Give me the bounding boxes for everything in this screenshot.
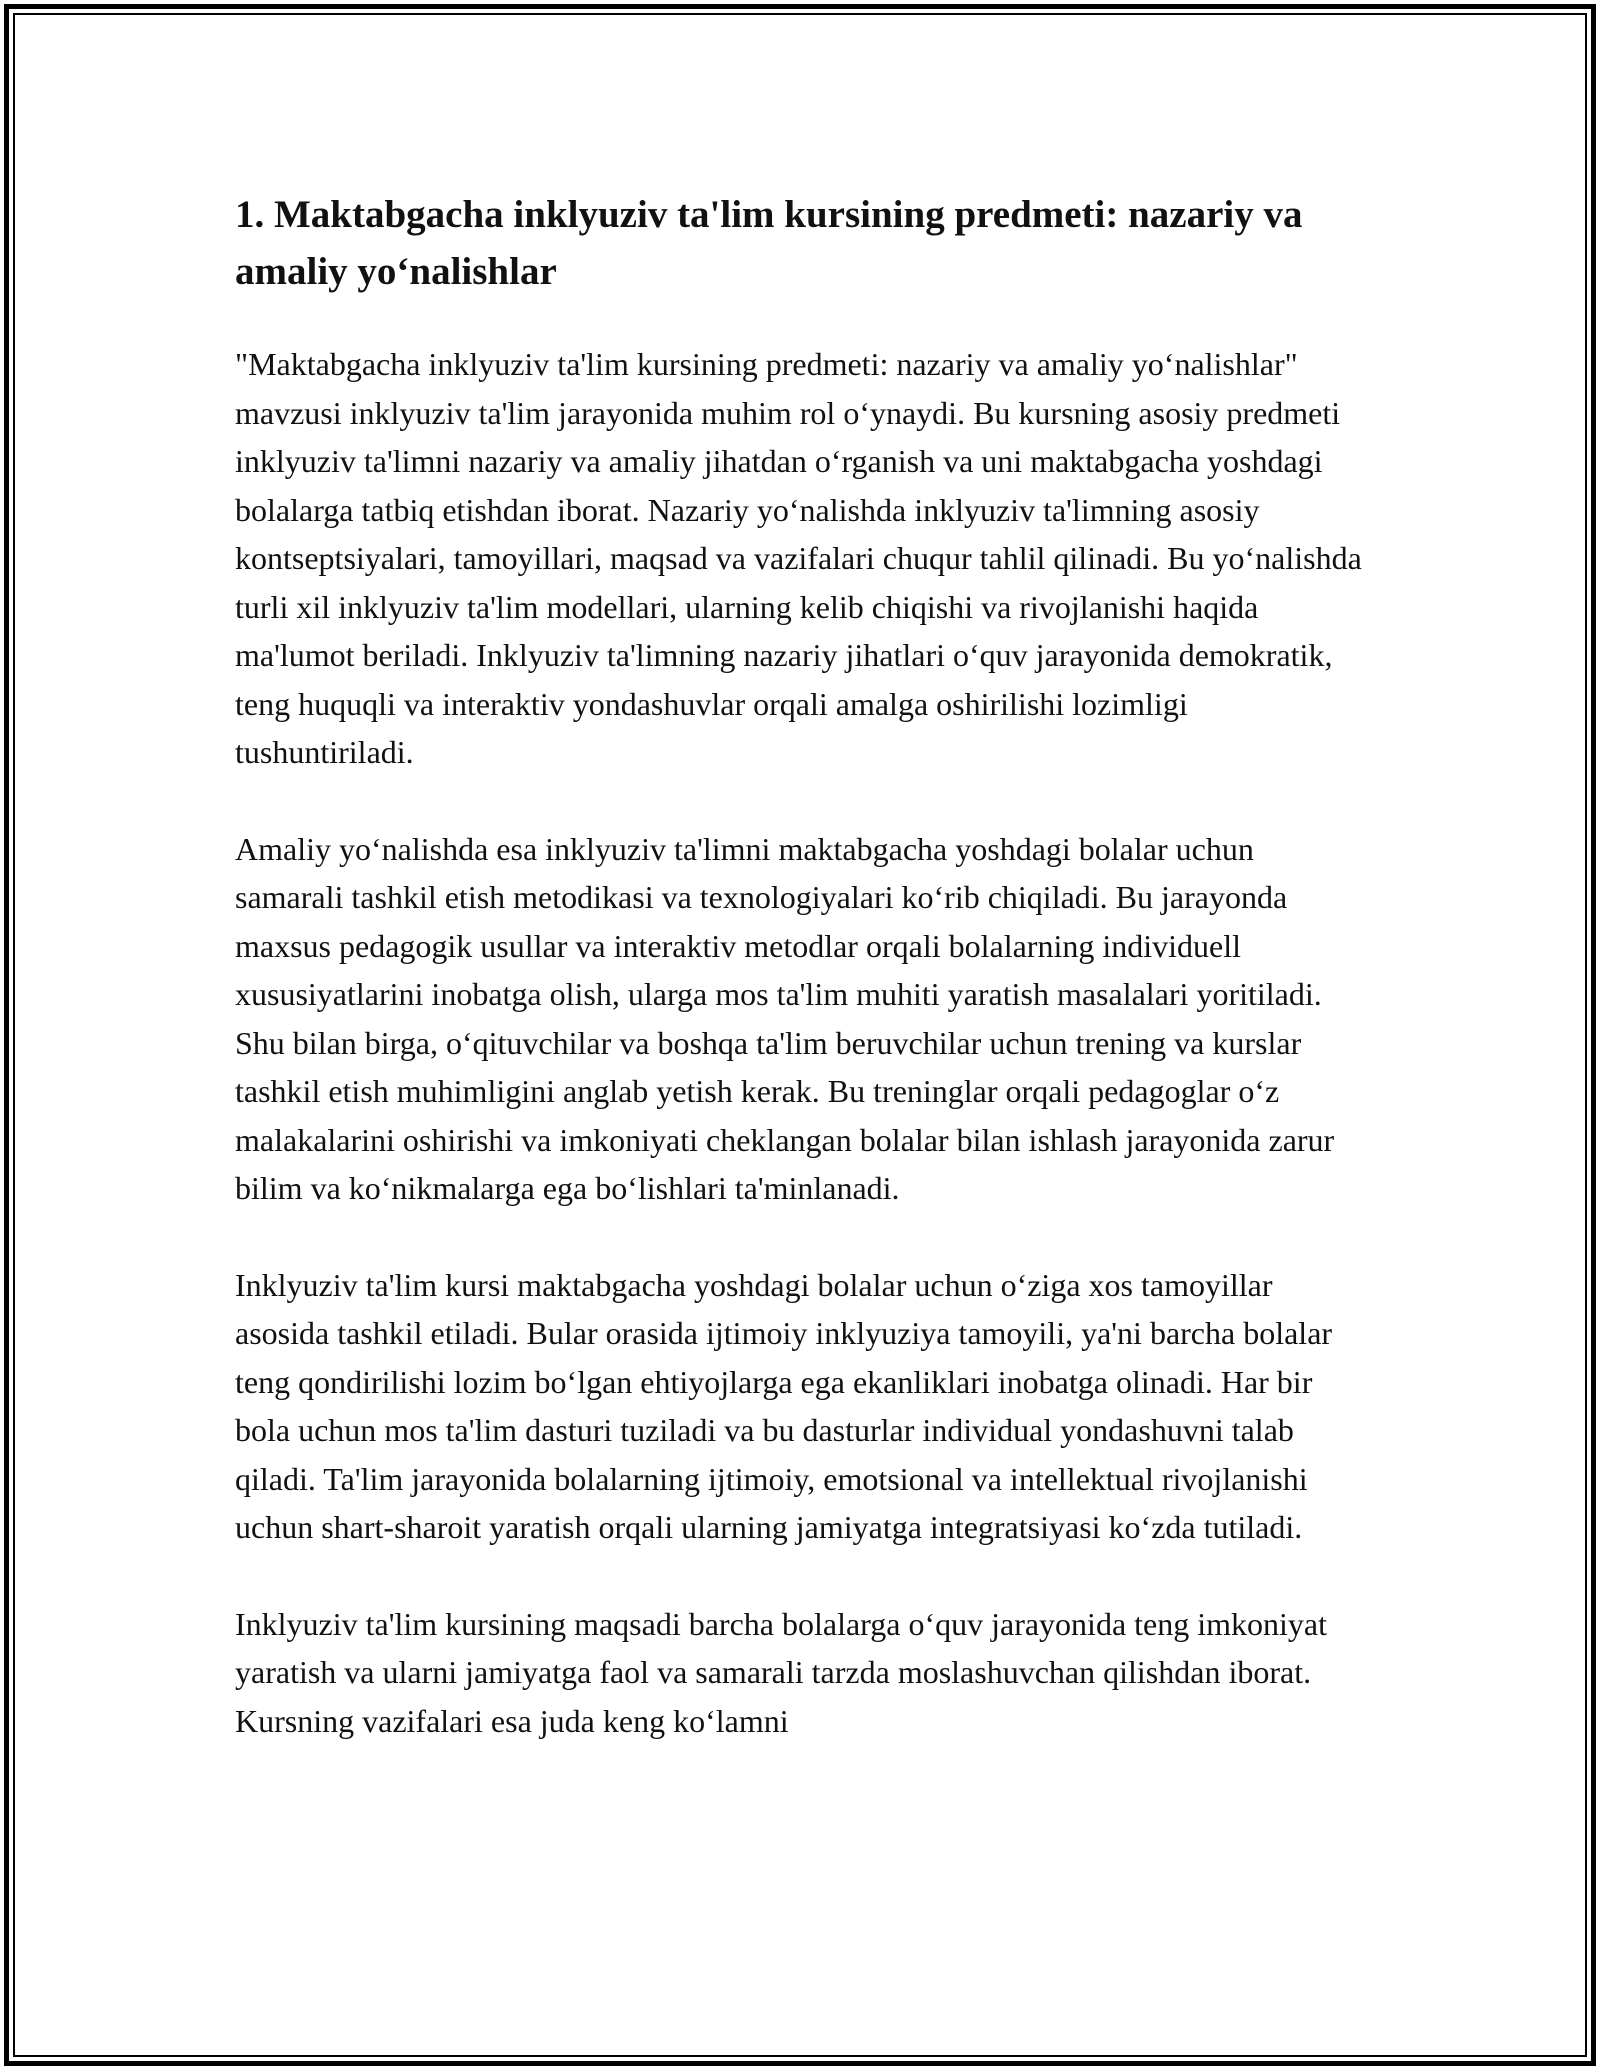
paragraph-goal: Inklyuziv ta'lim kursining maqsadi barcha bolalarga o‘quv jarayonida teng imkoniyat yaratish va ularni jamiyatga faol va samarali tarzda moslashuvchan qilishdan iborat. Kursning vazifalari esa juda keng ko‘lamni — [235, 1605, 1327, 1739]
section-heading: 1. Maktabgacha inklyuziv ta'lim kursining predmeti: nazariy va amaliy yo‘nalishlar — [235, 193, 1303, 293]
paragraph-theory: "Maktabgacha inklyuziv ta'lim kursining predmeti: nazariy va amaliy yo‘nalishlar" mavzusi inklyuziv ta'lim jarayonida muhim rol o‘ynaydi. Bu kursning asosiy predmeti inklyuziv ta'limni nazariy va amaliy jihatdan o‘rganish va uni maktabgacha yoshdagi bolalarga tatbiq etishdan iborat. Nazariy yo‘nalishda inklyuziv ta'limning asosiy kontseptsiyalari, tamoyillari, maqsad va vazifalari chuqur tahlil qilinadi. Bu yo‘nalishda turli xil inklyuziv ta'lim modellari, ularning kelib chiqishi va rivojlanishi haqida ma'lumot beriladi. Inklyuziv ta'limning nazariy jihatlari o‘quv jarayonida demokratik, teng huquqli va interaktiv yondashuvlar orqali amalga oshirilishi lozimligi tushuntiriladi. — [235, 346, 1362, 770]
paragraph-principles: Inklyuziv ta'lim kursi maktabgacha yoshdagi bolalar uchun o‘ziga xos tamoyillar asosida tashkil etiladi. Bular orasida ijtimoiy inklyuziya tamoyili, ya'ni barcha bolalar teng qondirilishi lozim bo‘lgan ehtiyojlarga ega ekanliklari inobatga olinadi. Har bir bola uchun mos ta'lim dasturi tuziladi va bu dasturlar individual yondashuvni talab qiladi. Ta'lim jarayonida bolalarning ijtimoiy, emotsional va intellektual rivojlanishi uchun shart-sharoit yaratish orqali ularning jamiyatga integratsiyasi ko‘zda tutiladi. — [235, 1266, 1333, 1545]
document-body — [235, 186, 1370, 1793]
paragraph-practice: Amaliy yo‘nalishda esa inklyuziv ta'limni maktabgacha yoshdagi bolalar uchun samarali tashkil etish metodikasi va texnologiyalari ko‘rib chiqiladi. Bu jarayonda maxsus pedagogik usullar va interaktiv metodlar orqali bolalarning individuell xususiyatlarini inobatga olish, ularga mos ta'lim muhiti yaratish masalalari yoritiladi. Shu bilan birga, o‘qituvchilar va boshqa ta'lim beruvchilar uchun trening va kurslar tashkil etish muhimligini anglab yetish kerak. Bu treninglar orqali pedagoglar o‘z malakalarini oshirishi va imkoniyati cheklangan bolalar bilan ishlash jarayonida zarur bilim va ko‘nikmalarga ega bo‘lishlari ta'minlanadi. — [235, 830, 1335, 1206]
